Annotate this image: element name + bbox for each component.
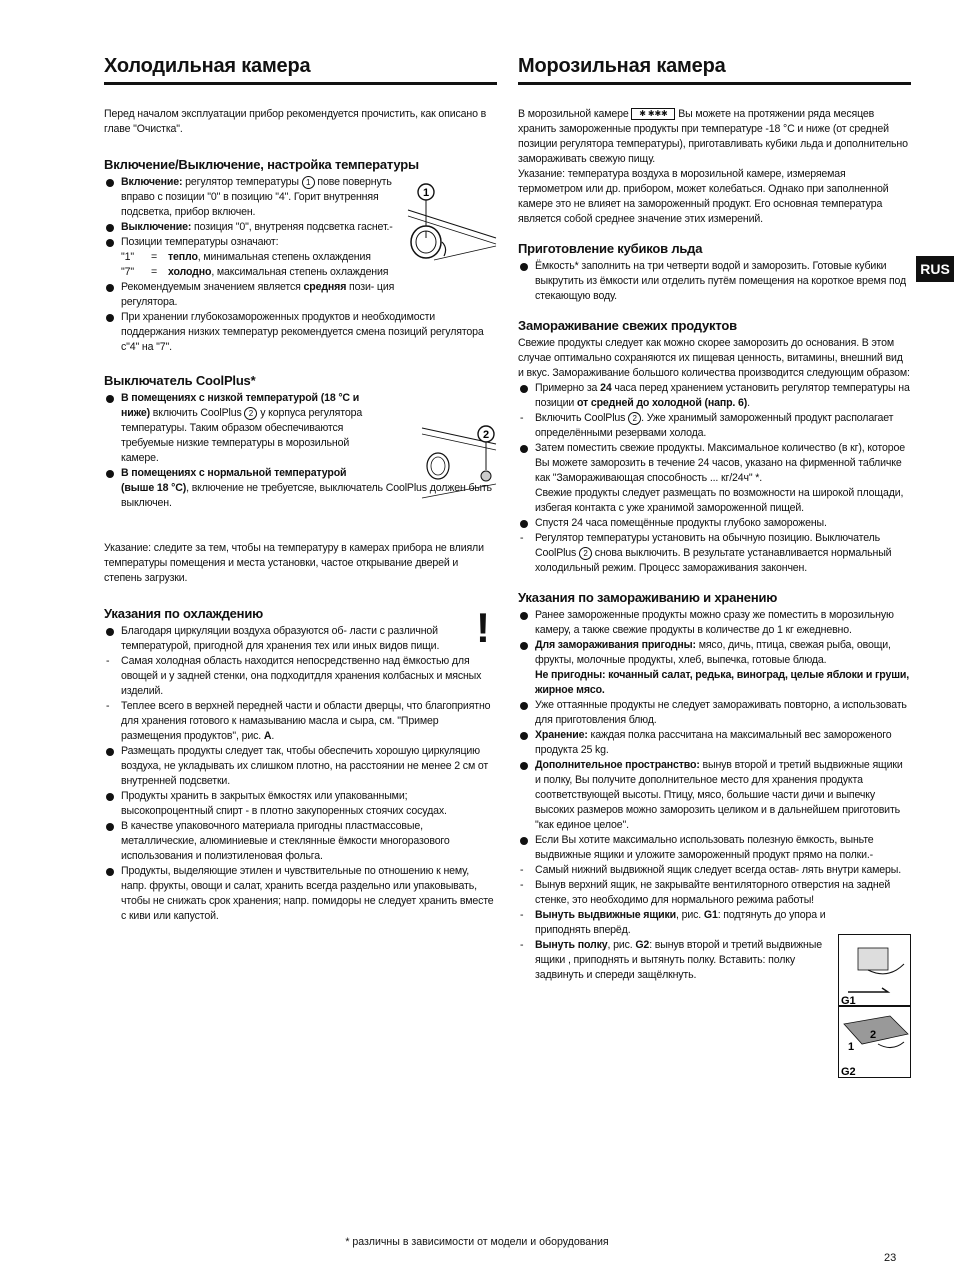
section-heading-storage: Указания по замораживанию и хранению	[518, 590, 778, 605]
left-note: Указание: следите за тем, чтобы на температуру в камерах прибора не влияли температуры помещения и места установки, частое открывание дверей и степень загрузки.	[104, 542, 484, 584]
left-intro: Перед началом эксплуатации прибор рекомендуется прочистить, как описано в главе "Очистка".	[104, 108, 487, 135]
list-item: Выключение: позиция "0", внутреняя подсветка гаснет.-	[104, 220, 497, 235]
footnote: * различны в зависимости от модели и оборудования	[345, 1236, 609, 1248]
list-item: Благодаря циркуляции воздуха образуются об- ласти с различной температурой, пригодной для хранения тех или иных видов пищи.	[104, 624, 497, 654]
list-item: Спустя 24 часа помещённые продукты глубоко заморожены.	[518, 516, 911, 531]
fresh-intro: Свежие продукты следует как можно скорее заморозить до основания. В этом случае оптимально сохраняются их пищевая ценность, витамины, внешний вид и вкус. Замораживание большого количества производится следующим образом:	[518, 337, 910, 379]
cooling-list	[104, 624, 497, 924]
freezer-star-icon: ✱ ✱✱✱	[631, 108, 675, 120]
list-item: В помещениях с нормальной температурой (выше 18 °C), включение не требуетсяe, выключатель CoolPlus должен быть выключен.	[104, 466, 497, 511]
right-title: Морозильная камера	[518, 55, 911, 85]
list-item: - Включить CoolPlus 2 . Уже хранимый замороженный продукт располагает определёнными резервами холода.	[518, 411, 911, 441]
list-item: Включение: регулятор температуры 1 пове повернуть вправо с позиции "0" в позицию "4". Горит внутренняя подсветка, прибор включен.	[104, 175, 497, 220]
right-intro-note: Указание: температура воздуха в морозильной камере, измеряемая термометром или др. прибором, может колебаться. Однако при заполненной камере это не влияет на замороженный продукт. Его основная температура является собой среднее значение этих измерений.	[518, 168, 889, 225]
left-title: Холодильная камера	[104, 55, 497, 85]
thermostat-dial-figure	[404, 180, 498, 272]
list-item: Для замораживания пригодны: мясо, дичь, птица, свежая рыба, овощи, фрукты, молочные продукты, хлеб, выпечка, готовые блюда. Не пригодны: кочанный салат, редька, виноград, целые яблоки и груши, жирное мясо.	[518, 638, 911, 698]
warning-exclamation-icon: !	[476, 604, 490, 651]
list-item: Позиции температуры означают: "1" = тепло, минимальная степень охлаждения "7" = холодно, максимальная степень охлаждения	[104, 235, 497, 280]
right-column	[518, 55, 911, 983]
list-item: - Регулятор температуры установить на обычную позицию. Выключатель CoolPlus 2 снова выключить. В результате устанавливается нормальный холодильный режим. Процесс замораживания закончен.	[518, 531, 911, 576]
list-item: - Самая холодная область находится непосредственно над ёмкостью для овощей и у задней стенки, она подходитдля хранения колбасных и мясных изделий.	[104, 654, 497, 699]
right-intro: В морозильной камере ✱ ✱✱✱ Вы можете на протяжении ряда месяцев хранить замороженные продукты при температуре -18 °C и ниже (от средней позиции регулятора температуры), приготавливать кубики льда и дополнительно замораживать свежую пищу.	[518, 108, 908, 165]
list-item: При хранении глубокозамороженных продуктов и необходимости поддержания низких температур рекомендуется смена позиций регулятора с"4" на "7".	[104, 310, 497, 355]
fresh-list	[518, 381, 911, 576]
list-item: Рекомендуемым значением является средняя пози- ция регулятора.	[104, 280, 497, 310]
list-item: - Самый нижний выдвижной ящик следует всегда остав- лять внутри камеры.	[518, 863, 911, 878]
section-heading-switch: Включение/Выключение, настройка температуры	[104, 157, 419, 172]
list-item: Ранее замороженные продукты можно сразу же поместить в морозильную камеру, а также свежие продукты в количестве до 1 кг ежедневно.	[518, 608, 911, 638]
list-item: Если Вы хотите максимально использовать полезную ёмкость, выньте выдвижные ящики и уложите замороженный продукт прямо на полки.-	[518, 833, 911, 863]
list-item: - Вынуть выдвижные ящики, рис. G1: подтянуть до упора и приподнять вперёд.	[518, 908, 911, 938]
ice-list	[518, 259, 911, 304]
list-item: Ёмкость* заполнить на три четверти водой и заморозить. Готовые кубики выкрутить из ёмкости или отделить путём помещения на короткое время под стекающую воду.	[518, 259, 911, 304]
figure-number-g2-2: 2	[870, 1029, 877, 1041]
list-item: - Вынув верхний ящик, не закрывайте вентиляторного отверстия на задней стенке, это необходимо для нормального режима работы!	[518, 878, 911, 908]
list-item: Размещать продукты следует так, чтобы обеспечить хорошую циркуляцию воздуха, не укладывать их слишком плотно, на расстоянии не менее 2 см от внутренней подсветки.	[104, 744, 497, 789]
list-item: В помещениях с низкой температурой (18 °C и ниже) включить CoolPlus 2 у корпуса регулятора температуры. Таким образом обеспечиваются требуемые низкие температуры в морозильной камере.	[104, 391, 497, 466]
page-number: 23	[884, 1252, 897, 1264]
section-heading-ice: Приготовление кубиков льда	[518, 241, 703, 256]
storage-list	[518, 608, 911, 983]
figure-label-g2: G2	[841, 1066, 856, 1078]
section-heading-fresh: Замораживание свежих продуктов	[518, 318, 737, 333]
section-heading-cooling: Указания по охлаждению	[104, 606, 264, 621]
list-item: Хранение: каждая полка рассчитана на максимальный вес замороженого продукта 25 kg.	[518, 728, 911, 758]
drawer-removal-figure	[838, 934, 911, 1078]
figure-number-2: 2	[482, 429, 490, 441]
list-item: Примерно за 24 часа перед хранением установить регулятор температуры на позиции от средней до холодной (напр. 6).	[518, 381, 911, 411]
list-item: - Вынуть полку, рис. G2: вынув второй и третий выдвижные ящики , приподнять и вытянуть полку. Вставить: полку задвинуть и спереди защёлкнуть.	[518, 938, 911, 983]
figure-number-1: 1	[422, 187, 430, 199]
list-item: Продукты хранить в закрытых ёмкостях или упакованными; высокопроцентный спирт - в плотно закупоренных стоячих сосудах.	[104, 789, 497, 819]
list-item: Уже оттаянные продукты не следует замораживать повторно, а использовать для приготовления блюд.	[518, 698, 911, 728]
list-item: Затем поместить свежие продукты. Максимальное количество (в кг), которое Вы можете заморозить в течение 24 часов, указано на фирменной табличке как "Замораживающая способность ... кг/24ч" *. Свежие продукты следует размещать по возможности на широкой площади, избегая контакта с уже хранимой замороженной пищей.	[518, 441, 911, 516]
section-heading-coolplus: Выключатель CoolPlus*	[104, 373, 256, 388]
coolplus-switch-figure	[418, 422, 498, 504]
figure-number-g2-1: 1	[848, 1041, 855, 1053]
list-item: Продукты, выделяющие этилен и чувствительные по отношению к нему, напр. фрукты, овощи и салат, хранить всегда раздельно или упаковывать, чтобы не снижать срок хранения; напр. помидоры не следует хранить вместе с киви или капустой.	[104, 864, 497, 924]
list-item: Дополнительное пространство: вынув второй и третий выдвижные ящики и полку, Вы получите дополнительное место для хранения продукта соответствующей высоты. Птицу, мясо, большие части дичи и выпечку высоких размеров можно заморозить целиком и в дальнейшем приготовить "как единое целое".	[518, 758, 911, 833]
language-tab: RUS	[916, 256, 954, 282]
list-item: В качестве упаковочного материала пригодны пластмассовые, металлические, алюминиевые и стеклянные ёмкости многоразового использования и полиэтиленовая фольга.	[104, 819, 497, 864]
figure-label-g1: G1	[841, 995, 856, 1007]
list-item: - Теплее всего в верхней передней части и области дверцы, что благоприятно для хранения готового к намазыванию масла и сыра, см. "Пример размещения продуктов", рис. A.	[104, 699, 497, 744]
